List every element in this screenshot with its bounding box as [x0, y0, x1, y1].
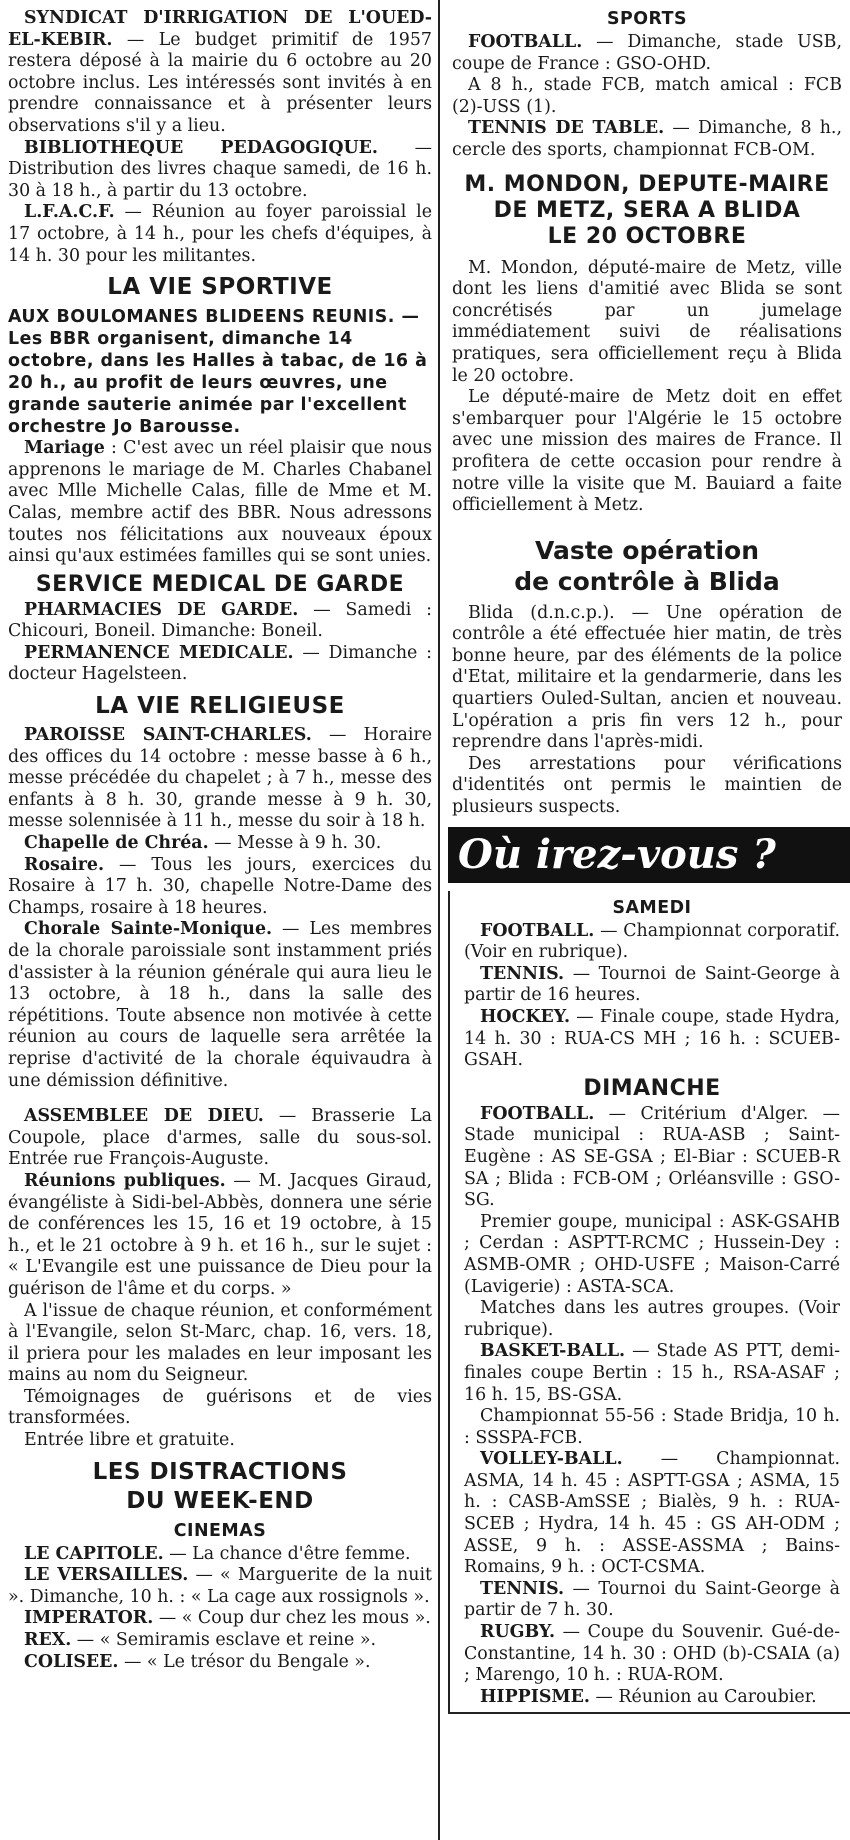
right-column	[452, 8, 842, 1714]
subheading-boulomanes: AUX BOULOMANES BLIDEENS REUNIS. — Les BBR organisent, dimanche 14 octobre, dans les Halles à tabac, de 16 à 20 h., au profit de leurs œuvres, une grande sauterie animée par l'excellent orchestre Jo Barousse.	[8, 307, 428, 438]
samedi-hockey: HOCKEY. — Finale coupe, stade Hydra, 14 h. 30 : RUA-CS MH ; 16 h. : SCUEB-GSAH.	[464, 1007, 840, 1071]
article-syndicat: SYNDICAT D'IRRIGATION DE L'OUED-EL-KEBIR. — Le budget primitif de 1957 restera déposé à la mairie du 6 octobre au 20 octobre inclus. Les intéressés sont invités à en prendre connaissance et à présenter leurs observations s'il y a lieu.	[8, 8, 432, 136]
banner-ou-irez-vous: Où irez-vous ?	[448, 827, 850, 883]
dimanche-hippisme: HIPPISME. — Réunion au Caroubier.	[480, 1686, 817, 1707]
article-assemblee-p2: A l'issue de chaque réunion, et conformément à l'Evangile, selon St-Marc, chap. 16, vers. 18, il priera pour les malades en leur imposant les mains au nom du Seigneur.	[8, 1300, 432, 1386]
left-column	[8, 8, 432, 1673]
article-football-p2: A 8 h., stade FCB, match amical : FCB (2)-USS (1).	[452, 75, 842, 117]
dimanche-volley: VOLLEY-BALL. — Championnat. ASMA, 14 h. 45 : ASPTT-GSA ; ASMA, 15 h. : CASB-AmSSE ; Bialès, 9 h. : RUA-SCEB ; Hydra, 14 h. 45 : GS AH-ODM ; ASSE, 9 h. : ASSE-ASSMA ; Bains-Romains, 9 h. : OCT-CSMA.	[464, 1449, 840, 1578]
article-mondon-p2: Le député-maire de Metz doit en effet s'embarquer pour l'Algérie le 15 octobre avec une mission des maires de France. Il profitera de cette occasion pour rendre à notre ville la visite que M. Bauiard a faite officiellement à Metz.	[452, 387, 842, 516]
dimanche-football: FOOTBALL. — Critérium d'Alger. — Stade municipal : RUA-ASB ; Saint-Eugène : AS SE-GSA ; El-Biar : SCUEB-R SA ; Blida : FCB-OM ; Orléansville : GSO-SG.	[464, 1103, 840, 1211]
article-football: FOOTBALL. — Dimanche, stade USB, coupe de France : GSO-OHD.	[452, 32, 842, 74]
cinema-versailles: LE VERSAILLES. — « Marguerite de la nuit ». Dimanche, 10 h. : « La cage aux rossignols ».	[8, 1565, 432, 1607]
article-rosaire: Rosaire. — Tous les jours, exercices du Rosaire à 17 h. 30, chapelle Notre-Dame des Champs, rosaire à 18 heures.	[8, 854, 432, 918]
article-tennis-table: TENNIS DE TABLE. — Dimanche, 8 h., cercle des sports, championnat FCB-OM.	[452, 118, 842, 160]
heading-vie-religieuse: LA VIE RELIGIEUSE	[95, 693, 345, 720]
heading-mondon-1: M. MONDON, DEPUTE-MAIRE	[464, 171, 830, 197]
heading-samedi: SAMEDI	[612, 897, 692, 918]
dimanche-rugby: RUGBY. — Coupe du Souvenir. Gué-de-Constantine, 14 h. 30 : OHD (b)-CSAIA (a) ; Marengo, 10 h. : RUA-ROM.	[464, 1622, 840, 1686]
samedi-tennis: TENNIS. — Tournoi de Saint-George à partir de 16 heures.	[464, 963, 840, 1006]
heading-controle-1: Vaste opération	[534, 535, 760, 565]
heading-sports: SPORTS	[606, 9, 688, 29]
cinema-colisee: COLISEE. — « Le trésor du Bengale ».	[24, 1651, 371, 1672]
cinema-capitole: LE CAPITOLE. — La chance d'être femme.	[24, 1543, 411, 1564]
article-lfacf: L.F.A.C.F. — Réunion au foyer paroissial le 17 octobre, à 14 h., pour les chefs d'équipes, à 14 h. 30 pour les militantes.	[8, 202, 432, 266]
article-controle-p2: Des arrestations pour vérifications d'identités ont permis le maintien de plusieurs suspects.	[452, 753, 842, 818]
heading-service-medical: SERVICE MEDICAL DE GARDE	[35, 571, 405, 597]
article-pharmacies: PHARMACIES DE GARDE. — Samedi : Chicouri, Boneil. Dimanche: Boneil.	[8, 599, 433, 642]
article-chapelle: Chapelle de Chréa. — Messe à 9 h. 30.	[24, 833, 382, 854]
heading-mondon-2: DE METZ, SERA A BLIDA	[493, 197, 801, 223]
dimanche-football-p2: Premier goupe, municipal : ASK-GSAHB ; Cerdan : ASPTT-RCMC ; Hussein-Dey : ASMB-OMR ; OHD-USFE ; Maison-Carré (Lavigerie) : ASTA-SCA.	[464, 1211, 840, 1297]
samedi-football: FOOTBALL. — Championnat corporatif. (Voir en rubrique).	[464, 920, 840, 963]
article-chorale: Chorale Sainte-Monique. — Les membres de la chorale paroissiale sont instamment priés d'assister à la réunion générale qui aura lieu le 13 octobre, à 18 h., dans la salle des répétitions. Toute absence non motivée à cette réunion au cours de laquelle sera arrêtée la reprise d'activité de la chorale équivaudra à une démission définitive.	[8, 919, 432, 1091]
article-assemblee-p3: Témoignages de guérisons et de vies transformées.	[8, 1386, 432, 1429]
column-divider	[438, 0, 440, 1840]
dimanche-basket-p2: Championnat 55-56 : Stade Bridja, 10 h. : SSSPA-FCB.	[464, 1406, 840, 1448]
spacer	[8, 1092, 432, 1106]
cinema-imperator: IMPERATOR. — « Coup dur chez les mous ».	[24, 1608, 431, 1629]
article-controle-p1: Blida (d.n.c.p.). — Une opération de contrôle a été effectuée hier matin, de très bonne heure, par des éléments de la police d'Etat, militaire et la gendarmerie, dans les quartiers Ouled-Sultan, ancien et nouveau. L'opération a pris fin vers 12 h., pour reprendre dans l'après-midi.	[452, 602, 842, 753]
dimanche-football-p3: Matches dans les autres groupes. (Voir rubrique).	[464, 1298, 840, 1340]
article-bibliotheque: BIBLIOTHEQUE PEDAGOGIQUE. — Distribution des livres chaque samedi, de 16 h. 30 à 18 h., à partir du 13 octobre.	[8, 137, 432, 201]
heading-dimanche: DIMANCHE	[583, 1075, 721, 1101]
article-assemblee-p4: Entrée libre et gratuite.	[24, 1430, 235, 1451]
heading-distractions-1: LES DISTRACTIONS	[92, 1458, 348, 1485]
heading-vie-sportive: LA VIE SPORTIVE	[107, 274, 333, 301]
heading-cinemas: CINEMAS	[173, 1520, 267, 1541]
dimanche-tennis: TENNIS. — Tournoi du Saint-George à partir de 7 h. 30.	[464, 1578, 840, 1621]
article-permanence: PERMANENCE MEDICALE. — Dimanche : docteur Hagelsteen.	[8, 642, 432, 685]
heading-distractions-2: DU WEEK-END	[126, 1487, 314, 1514]
cinema-rex: REX. — « Semiramis esclave et reine ».	[24, 1630, 377, 1651]
dimanche-basket: BASKET-BALL. — Stade AS PTT, demi-finales coupe Bertin : 15 h., RSA-ASAF ; 16 h. 15, BS-GSA.	[464, 1341, 840, 1405]
article-mariage: Mariage : C'est avec un réel plaisir que nous apprenons le mariage de M. Charles Chabanel avec Mlle Michelle Calas, fille de Mme et M. Calas, membre actif des BBR. Nous adressons toutes nos félicitations aux nouveaux époux ainsi qu'aux estimées familles qui se sont unies.	[8, 438, 432, 567]
article-reunions: Réunions publiques. — M. Jacques Giraud, évangéliste à Sidi-bel-Abbès, donnera une série de conférences les 15, 16 et 19 octobre, à 15 h., et le 21 octobre à 9 h. et 16 h., sur le sujet : « L'Evangile est une puissance de Dieu pour la guérison de l'âme et du corps. »	[8, 1170, 432, 1299]
heading-controle-2: de contrôle à Blida	[514, 566, 780, 596]
box-agenda	[448, 891, 850, 1715]
article-paroisse: PAROISSE SAINT-CHARLES. — Horaire des offices du 14 octobre : messe basse à 6 h., messe précédée du chapelet ; à 7 h., messe des enfants à 8 h. 30, grande messe à 9 h. 30, messe solennisée à 11 h., messe du soir à 18 h.	[8, 725, 432, 832]
article-mondon-p1: M. Mondon, député-maire de Metz, ville dont les liens d'amitié avec Blida se sont concrétisés par un jumelage immédiatement suivi de réalisations pratiques, sera officiellement reçu à Blida le 20 octobre.	[452, 257, 842, 386]
article-assemblee: ASSEMBLEE DE DIEU. — Brasserie La Coupole, place d'armes, salle du sous-sol. Entrée rue François-Auguste.	[8, 1106, 432, 1170]
heading-mondon-3: LE 20 OCTOBRE	[547, 223, 747, 249]
